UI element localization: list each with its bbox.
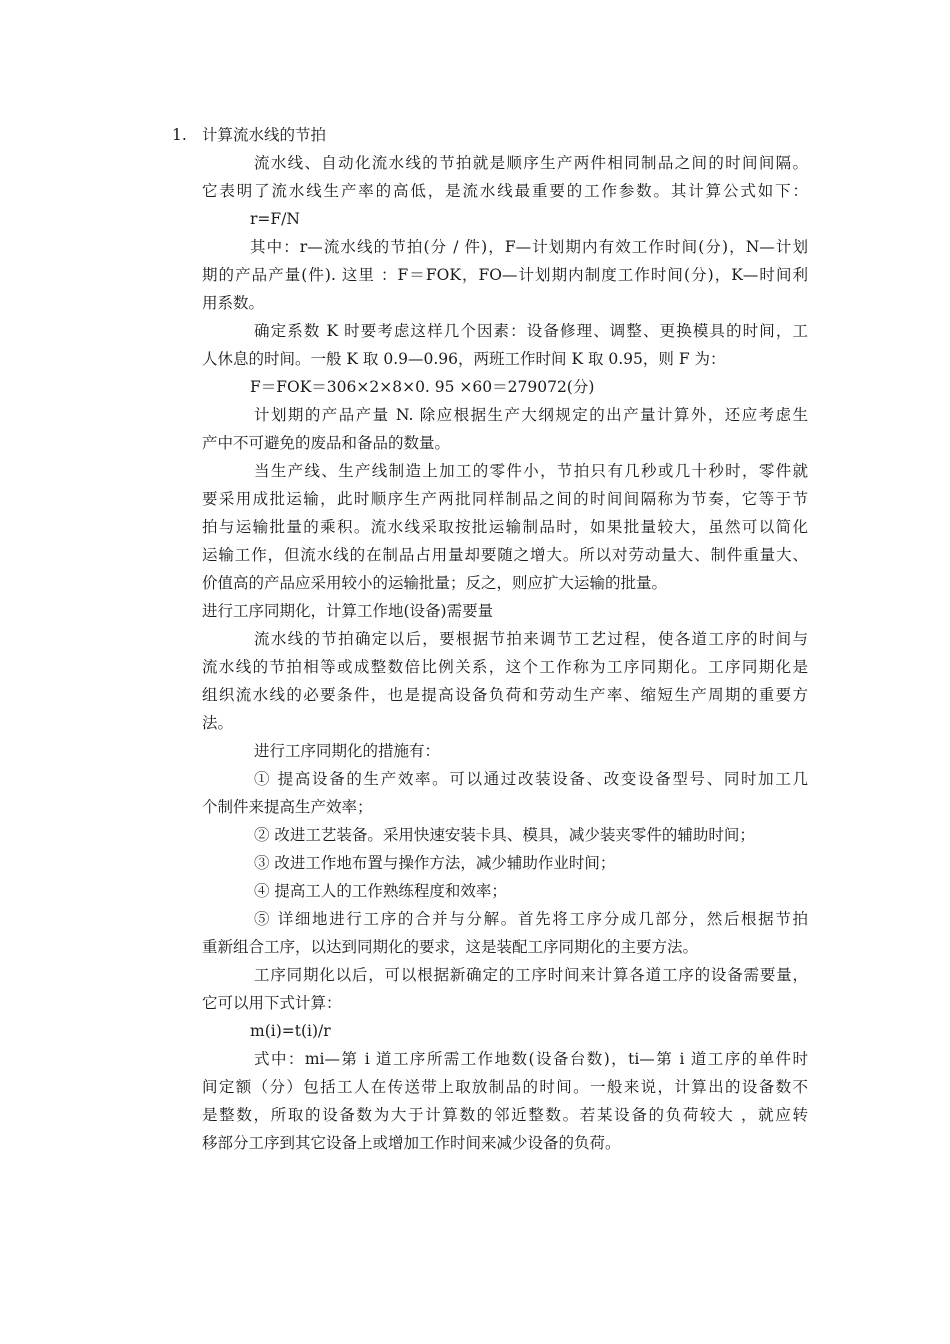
paragraph-line: 流水线的节拍确定以后，要根据节拍来调节工艺过程，使各道工序的时间与 (254, 630, 808, 648)
formula-line: F＝FOK＝306×2×8×0. 95 ×60＝279072(分) (250, 378, 595, 396)
paragraph-line: 式中：mi—第 i 道工序所需工作地数(设备台数)，ti—第 i 道工序的单件时 (254, 1050, 808, 1068)
paragraph-line: 当生产线、生产线制造上加工的零件小，节拍只有几秒或几十秒时，零件就 (254, 462, 808, 480)
subsection-heading: 进行工序同期化，计算工作地(设备)需要量 (202, 602, 494, 620)
paragraph-line: 进行工序同期化的措施有： (254, 742, 441, 760)
paragraph-line: 确定系数 K 时要考虑这样几个因素：设备修理、调整、更换模具的时间，工 (254, 322, 808, 340)
paragraph-line: 它可以用下式计算： (202, 994, 342, 1012)
paragraph-line: 间定额（分）包括工人在传送带上取放制品的时间。一般来说，计算出的设备数不 (202, 1078, 808, 1096)
list-item-continuation: 个制件来提高生产效率； (202, 798, 373, 816)
formula-line: r=F/N (250, 210, 300, 228)
document-body (172, 121, 808, 1157)
list-item: ② 改进工艺装备。采用快速安装卡具、模具，减少装夹零件的辅助时间； (254, 826, 755, 844)
list-item: ③ 改进工作地布置与操作方法，减少辅助作业时间； (254, 854, 616, 872)
paragraph-line: 价值高的产品应采用较小的运输批量；反之，则应扩大运输的批量。 (202, 574, 668, 592)
paragraph-line: 产中不可避免的废品和备品的数量。 (202, 434, 451, 452)
section-title: 计算流水线的节拍 (202, 126, 327, 144)
paragraph-line: 它表明了流水线生产率的高低，是流水线最重要的工作参数。其计算公式如下： (202, 182, 808, 200)
paragraph-line: 流水线的节拍相等或成整数倍比例关系，这个工作称为工序同期化。工序同期化是 (202, 658, 808, 676)
list-item: ⑤ 详细地进行工序的合并与分解。首先将工序分成几部分，然后根据节拍 (254, 910, 808, 928)
paragraph-line: 用系数。 (202, 294, 265, 312)
list-item-continuation: 重新组合工序，以达到同期化的要求，这是装配工序同期化的主要方法。 (202, 938, 699, 956)
paragraph-line: 是整数，所取的设备数为大于计算数的邻近整数。若某设备的负荷较大 ，就应转 (202, 1106, 808, 1124)
paragraph-line: 期的产品产量(件). 这里 ：F＝FOK，FO—计划期内制度工作时间(分)，K—时间利 (202, 266, 808, 284)
list-item: ④ 提高工人的工作熟练程度和效率； (254, 882, 507, 900)
list-item: ① 提高设备的生产效率。可以通过改装设备、改变设备型号、同时加工几 (254, 770, 808, 788)
paragraph-line: 人休息的时间。一般 K 取 0.9—0.96，两班工作时间 K 取 0.95，则 F 为： (202, 350, 726, 368)
section-number: 1. (172, 126, 187, 144)
paragraph-line: 组织流水线的必要条件，也是提高设备负荷和劳动生产率、缩短生产周期的重要方 (202, 686, 808, 704)
section-heading (172, 121, 808, 149)
paragraph-line: 运输工作，但流水线的在制品占用量却要随之增大。所以对劳动量大、制件重量大、 (202, 546, 808, 564)
formula-line: m(i)=t(i)/r (250, 1022, 331, 1040)
paragraph-line: 其中：r—流水线的节拍(分 / 件)，F—计划期内有效工作时间(分)，N—计划 (250, 238, 808, 256)
paragraph-line: 工序同期化以后，可以根据新确定的工序时间来计算各道工序的设备需要量， (254, 966, 808, 984)
paragraph-line: 法。 (202, 714, 234, 732)
paragraph-line: 流水线、自动化流水线的节拍就是顺序生产两件相同制品之间的时间间隔。 (254, 154, 808, 172)
paragraph-line: 移部分工序到其它设备上或增加工作时间来减少设备的负荷。 (202, 1134, 621, 1152)
paragraph-line: 要采用成批运输，此时顺序生产两批同样制品之间的时间间隔称为节奏，它等于节 (202, 490, 808, 508)
paragraph-line: 拍与运输批量的乘积。流水线采取按批运输制品时，如果批量较大，虽然可以简化 (202, 518, 808, 536)
paragraph-line: 计划期的产品产量 N. 除应根据生产大纲规定的出产量计算外，还应考虑生 (254, 406, 808, 424)
